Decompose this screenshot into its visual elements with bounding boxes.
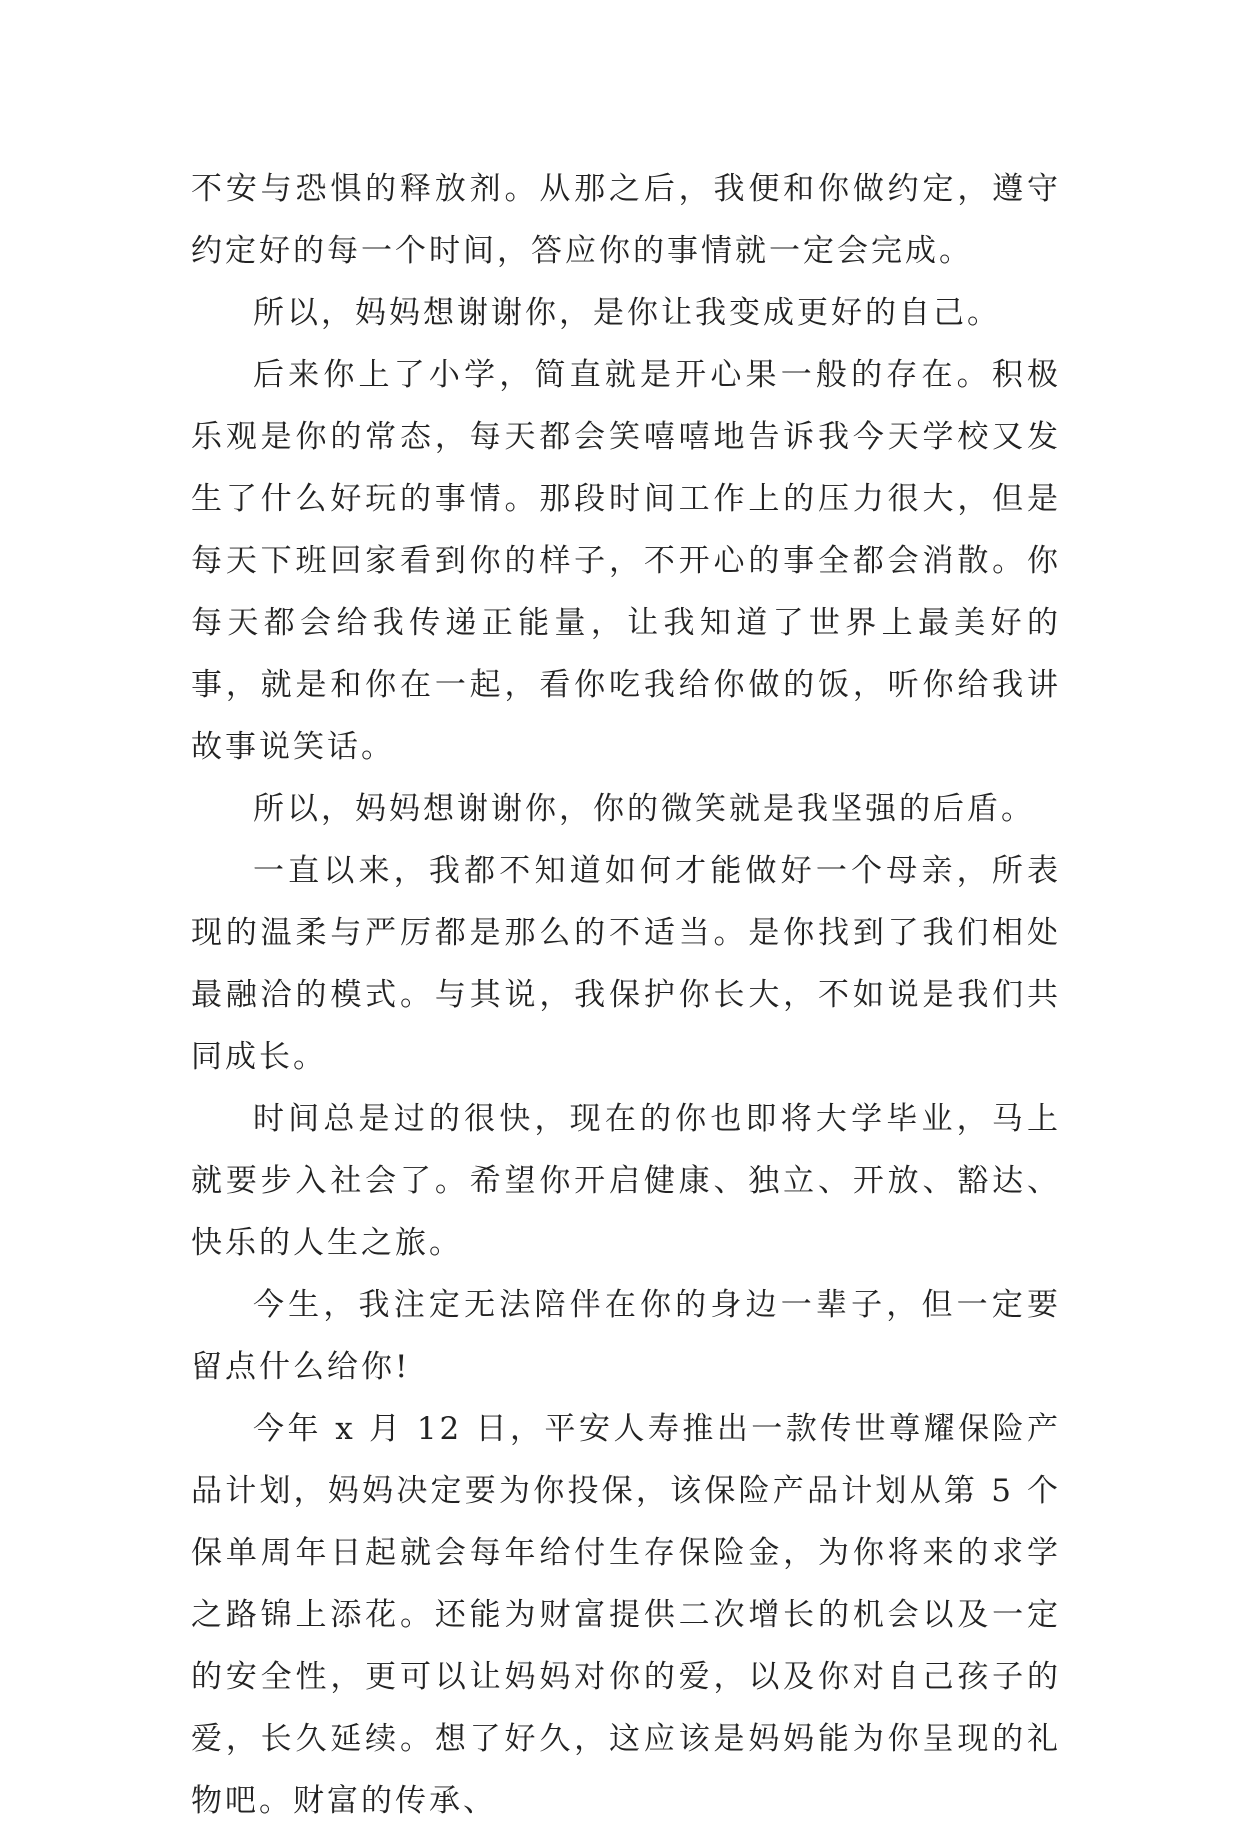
paragraph-5: 一直以来，我都不知道如何才能做好一个母亲，所表现的温柔与严厉都是那么的不适当。是你找到了我们相处最融洽的模式。与其说，我保护你长大，不如说是我们共同成长。 [191,853,1061,1075]
paragraph-1: 不安与恐惧的释放剂。从那之后，我便和你做约定，遵守约定好的每一个时间，答应你的事情就一定会完成。 [191,171,1061,269]
paragraph-7: 今生，我注定无法陪伴在你的身边一辈子，但一定要留点什么给你! [191,1287,1061,1385]
paragraph-2: 所以，妈妈想谢谢你，是你让我变成更好的自己。 [253,295,1001,331]
document-body [191,158,1061,1832]
paragraph-3: 后来你上了小学，简直就是开心果一般的存在。积极乐观是你的常态，每天都会笑嘻嘻地告诉我今天学校又发生了什么好玩的事情。那段时间工作上的压力很大，但是每天下班回家看到你的样子，不开心的事全都会消散。你每天都会给我传递正能量，让我知道了世界上最美好的事，就是和你在一起，看你吃我给你做的饭，听你给我讲故事说笑话。 [191,357,1061,765]
paragraph-6: 时间总是过的很快，现在的你也即将大学毕业，马上就要步入社会了。希望你开启健康、独立、开放、豁达、快乐的人生之旅。 [191,1101,1061,1261]
paragraph-8: 今年 x 月 12 日，平安人寿推出一款传世尊耀保险产品计划，妈妈决定要为你投保，该保险产品计划从第 5 个保单周年日起就会每年给付生存保险金，为你将来的求学之路锦上添花。还能为财富提供二次增长的机会以及一定的安全性，更可以让妈妈对你的爱，以及你对自己孩子的爱，长久延续。想了好久，这应该是妈妈能为你呈现的礼物吧。财富的传承、 [191,1411,1061,1819]
paragraph-4: 所以，妈妈想谢谢你，你的微笑就是我坚强的后盾。 [253,791,1035,827]
